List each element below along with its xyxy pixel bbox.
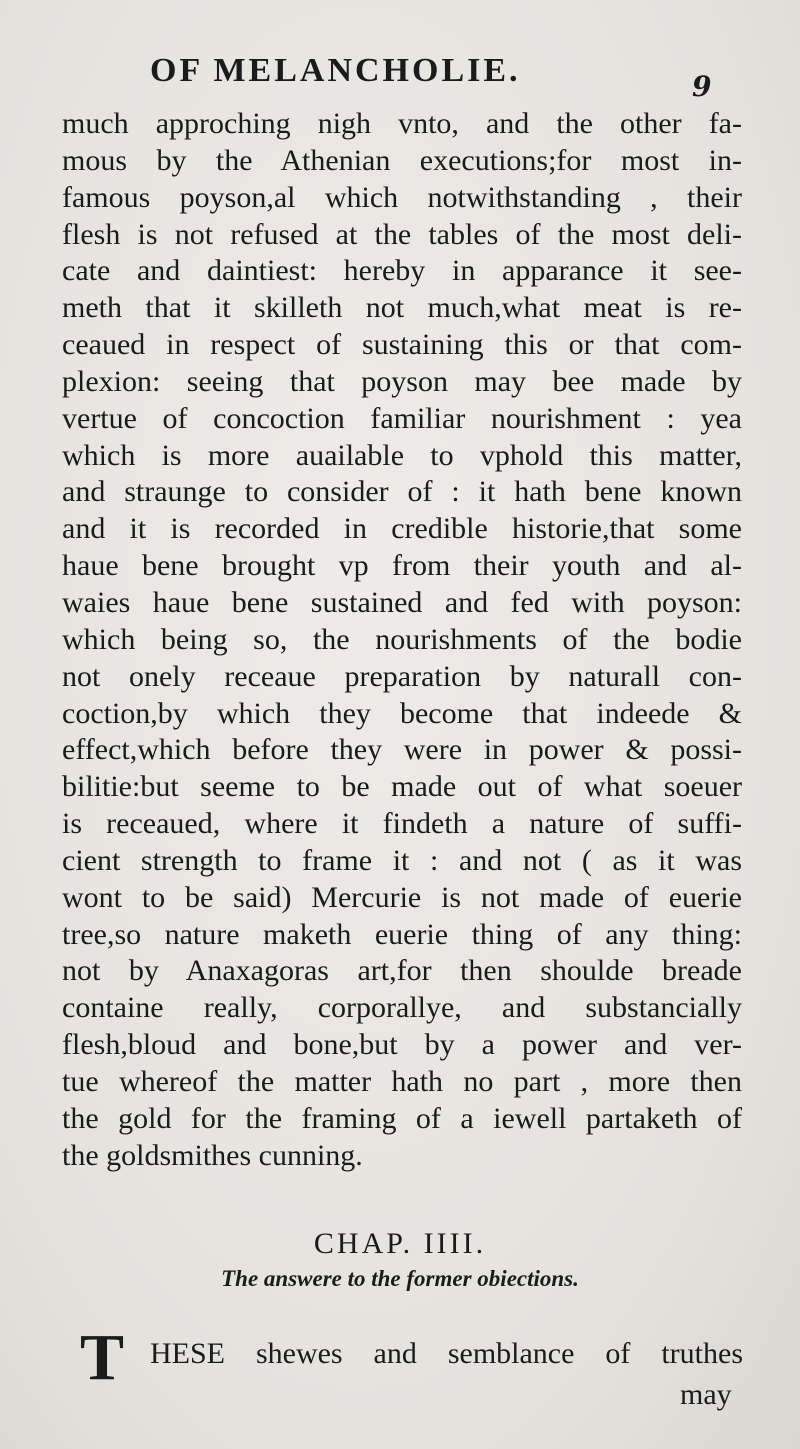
text-line: vertue of concoction familiar nourishment : yea [62,401,742,435]
text-line: coction,by which they become that indeede & [62,696,742,730]
text-line: containe really, corporallye, and substancially [62,991,742,1025]
chapter-heading: CHAP. IIII. [313,1227,487,1260]
body-text [62,106,742,1174]
text-line: and it is recorded in credible historie,that some [62,512,742,546]
text-line: not onely receaue preparation by naturall con- [62,659,742,693]
text-line: tue whereof the matter hath no part , more then [62,1064,742,1098]
page-number: 9 [692,70,712,103]
text-line: haue bene brought vp from their youth and al- [62,549,742,583]
text-line: much approching nigh vnto, and the other fa- [62,107,742,140]
text-line: and straunge to consider of : it hath bene known [62,475,742,509]
text-line: flesh,bloud and bone,but by a power and ver- [62,1028,742,1062]
text-line: tree,so nature maketh euerie thing of any thing: [62,917,742,951]
chapter-subtitle: The answere to the former obiections. [221,1266,579,1291]
catchword: may [680,1378,732,1411]
text-line: mous by the Athenian executions;for most in- [62,143,742,177]
text-line: cient strength to frame it : and not ( as it was [62,843,742,877]
text-line: is receaued, where it findeth a nature of suffi- [62,807,742,841]
text-line: bilitie:but seeme to be made out of what soeuer [62,770,742,804]
running-title: OF MELANCHOLIE. [150,52,521,89]
text-line: which is more auailable to vphold this matter, [62,438,742,472]
opening-line: HESE shewes and semblance of truthes [150,1337,743,1370]
text-line: famous poyson,al which notwithstanding , their [62,180,742,214]
page-header [0,52,800,103]
text-line: ceaued in respect of sustaining this or that com- [62,328,742,362]
text-line: the gold for the framing of a iewell partaketh of [62,1101,742,1135]
text-line: flesh is not refused at the tables of the most deli- [62,217,742,251]
text-line: cate and daintiest: hereby in apparance it see- [62,254,742,288]
text-line: effect,which before they were in power & possi- [62,733,742,767]
text-line: the goldsmithes cunning. [62,1138,363,1172]
text-line: not by Anaxagoras art,for then shoulde breade [62,954,742,988]
text-line: waies haue bene sustained and fed with poyson: [62,585,742,619]
drop-cap: T [80,1321,125,1394]
text-line: wont to be said) Mercurie is not made of euerie [62,880,742,914]
text-line: meth that it skilleth not much,what meat is re- [62,291,742,325]
text-line: plexion: seeing that poyson may bee made by [62,364,742,398]
text-line: which being so, the nourishments of the bodie [62,622,742,656]
